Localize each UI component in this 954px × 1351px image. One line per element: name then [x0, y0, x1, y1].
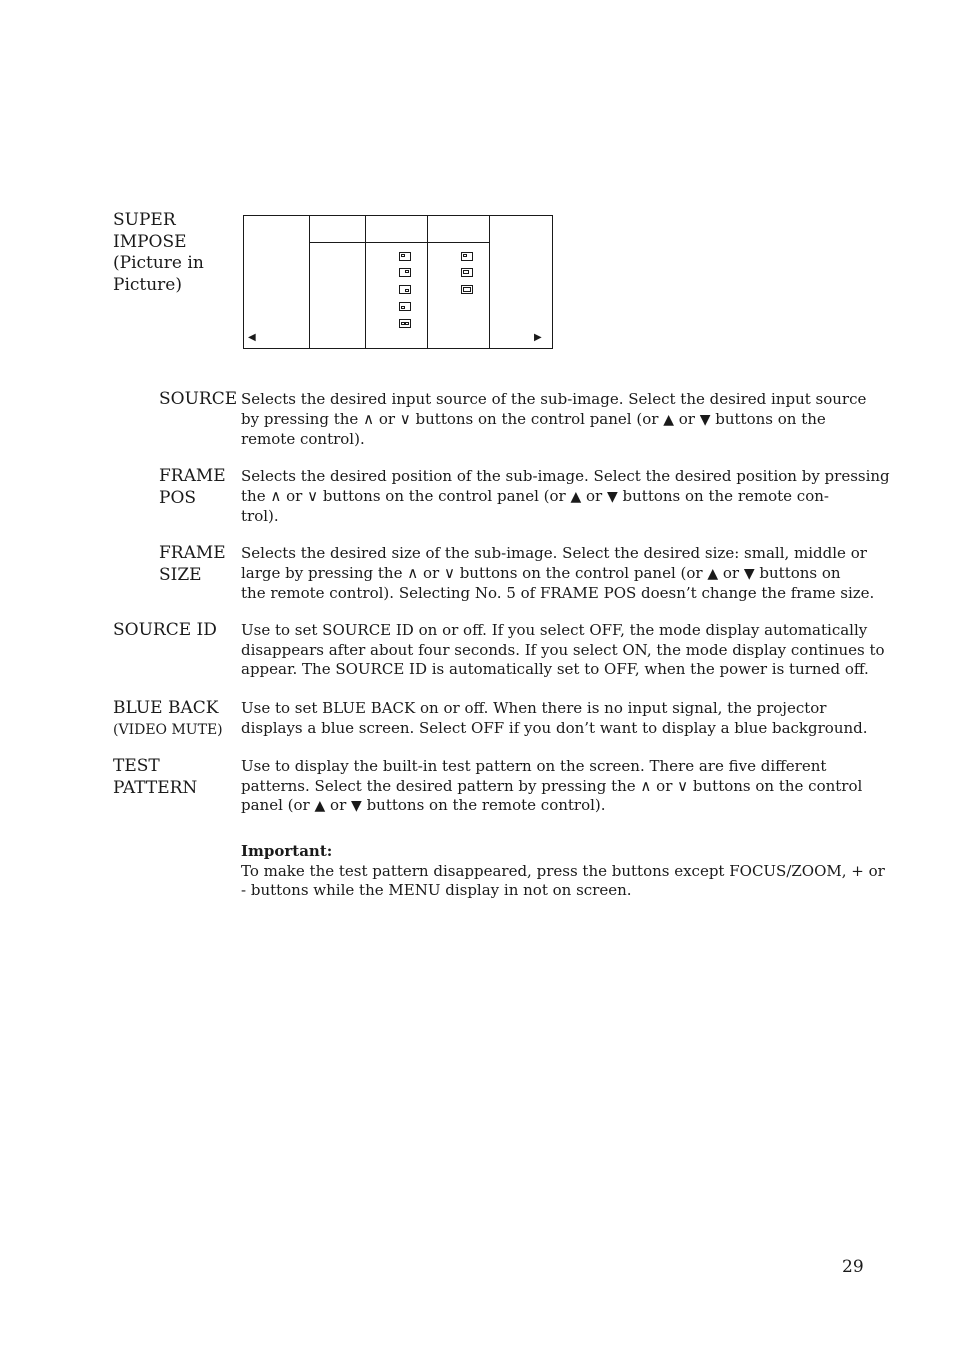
text-segment: buttons on the control panel (or — [318, 486, 571, 505]
text-segment: by pressing the — [241, 409, 364, 428]
text-segment: or — [325, 796, 352, 814]
text-segment: buttons on the control panel (or — [410, 409, 664, 428]
frame-pos-top-left-icon — [399, 252, 411, 261]
panel-divider — [365, 216, 366, 348]
down-triangle-icon: ▼ — [351, 798, 362, 814]
blue-back-label: BLUE BACK (VIDEO MUTE) — [113, 698, 223, 741]
description-line: Use to display the built-in test pattern on the screen. There are five different — [241, 757, 827, 775]
up-triangle-icon: ▲ — [663, 411, 674, 428]
important-note — [241, 842, 885, 901]
frame-pos-label: FRAME POS — [159, 466, 226, 508]
text-segment: buttons on the — [710, 409, 826, 428]
source-id-label: SOURCE ID — [113, 620, 217, 640]
frame-pos-bottom-right-icon — [399, 285, 411, 294]
blue-back-description — [241, 699, 866, 738]
up-caret-icon: ∧ — [363, 409, 375, 428]
description-line — [241, 564, 866, 585]
text-segment: or — [651, 776, 678, 795]
description-line: remote control). — [241, 430, 365, 448]
frame-size-small-icon — [461, 252, 473, 261]
down-triangle-icon: ▼ — [743, 565, 755, 582]
down-caret-icon: ∨ — [443, 563, 455, 582]
description-line: displays a blue screen. Select OFF if you don’t want to display a blue background. — [241, 718, 868, 737]
video-mute-sublabel: (VIDEO MUTE) — [113, 721, 223, 738]
panel-divider — [489, 216, 490, 348]
text-segment: or — [581, 486, 607, 505]
frame-size-middle-icon — [461, 268, 473, 277]
frame-size-label: FRAME SIZE — [159, 543, 226, 585]
super-impose-label: SUPER IMPOSE (Picture in Picture) — [113, 210, 204, 295]
important-line: To make the test pattern disappeared, press the buttons except FOCUS/ZOOM, + or — [241, 861, 885, 880]
text-segment: buttons on the control panel (or — [454, 563, 708, 582]
description-line: Selects the desired position of the sub-image. Select the desired position by pressing — [241, 467, 890, 485]
page-number: 29 — [842, 1257, 864, 1277]
up-caret-icon: ∧ — [640, 776, 652, 795]
source-description — [241, 390, 866, 450]
description-line: trol). — [241, 507, 279, 525]
description-line — [241, 796, 866, 817]
source-label: SOURCE — [159, 389, 238, 409]
description-line — [241, 487, 866, 508]
text-segment: or — [374, 409, 400, 428]
left-arrow-icon[interactable]: ◀ — [248, 332, 256, 343]
text-segment: large by pressing the — [241, 563, 408, 582]
description-line — [241, 410, 866, 431]
description-line: disappears after about four seconds. If you select ON, the mode display continues to — [241, 640, 885, 659]
up-caret-icon: ∧ — [270, 486, 282, 505]
panel-divider — [309, 216, 310, 348]
description-line: Use to set SOURCE ID on or off. If you select OFF, the mode display automatically — [241, 621, 868, 639]
description-line: Selects the desired size of the sub-image. Select the desired size: small, middle or — [241, 544, 867, 562]
text-segment: the — [241, 486, 271, 505]
up-triangle-icon: ▲ — [314, 798, 326, 814]
down-caret-icon: ∨ — [399, 409, 411, 428]
right-arrow-icon[interactable]: ▶ — [534, 332, 542, 343]
description-line: appear. The SOURCE ID is automatically set to OFF, when the power is turned off. — [241, 660, 869, 678]
text-segment: buttons on — [754, 563, 841, 582]
test-pattern-description — [241, 757, 866, 817]
text-segment: or — [718, 563, 744, 582]
frame-pos-description — [241, 467, 890, 527]
frame-size-description — [241, 544, 875, 604]
frame-pos-top-right-icon — [399, 268, 411, 277]
frame-pos-bottom-left-icon — [399, 302, 411, 311]
up-triangle-icon: ▲ — [707, 565, 719, 582]
text-segment: or — [673, 409, 700, 428]
up-triangle-icon: ▲ — [570, 488, 582, 505]
super-impose-panel — [243, 215, 553, 349]
important-heading: Important: — [241, 842, 333, 860]
down-triangle-icon: ▼ — [607, 488, 618, 505]
test-pattern-label: TEST PATTERN — [113, 756, 198, 798]
source-id-description — [241, 621, 885, 680]
text-segment: buttons on the control — [688, 776, 863, 795]
text-segment: buttons on the remote control). — [361, 796, 606, 814]
panel-header-line — [309, 242, 489, 243]
description-line: Selects the desired input source of the sub-image. Select the desired input source — [241, 390, 867, 408]
text-segment: patterns. Select the desired pattern by pressing the — [241, 776, 641, 795]
description-line: the remote control). Selecting No. 5 of FRAME POS doesn’t change the frame size. — [241, 584, 875, 602]
description-line: Use to set BLUE BACK on or off. When there is no input signal, the projector — [241, 699, 827, 717]
down-caret-icon: ∨ — [677, 776, 689, 795]
panel-divider — [427, 216, 428, 348]
text-segment: or — [281, 486, 308, 505]
text-segment: panel (or — [241, 796, 315, 814]
up-caret-icon: ∧ — [407, 563, 419, 582]
down-triangle-icon: ▼ — [699, 411, 711, 428]
down-caret-icon: ∨ — [307, 486, 319, 505]
description-line — [241, 777, 866, 797]
text-segment: buttons on the remote con- — [617, 486, 829, 505]
frame-size-large-icon — [461, 285, 473, 294]
text-segment: or — [418, 563, 444, 582]
frame-pos-side-by-side-icon — [399, 319, 411, 328]
important-line: - buttons while the MENU display in not on screen. — [241, 881, 632, 899]
